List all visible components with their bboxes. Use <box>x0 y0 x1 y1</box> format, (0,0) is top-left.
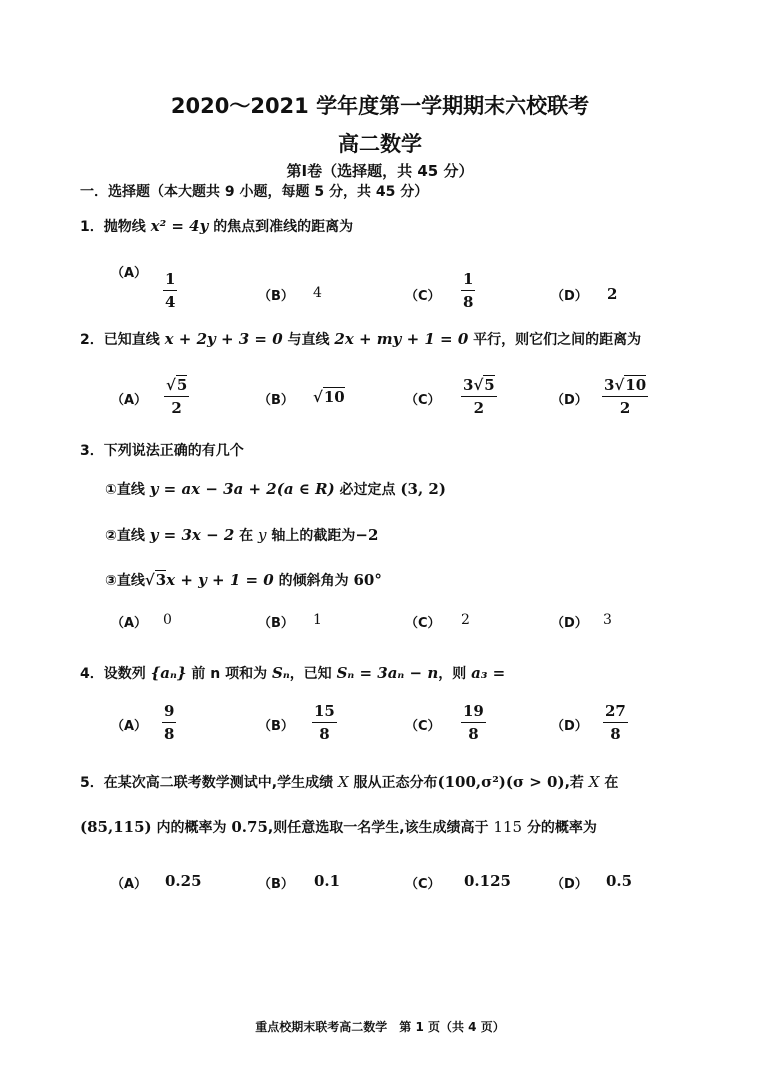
option-label-c[interactable]: （C） <box>405 616 441 631</box>
question-stem: ，则 <box>438 666 467 682</box>
option-label-d[interactable]: （D） <box>551 877 588 892</box>
math-expression: {aₙ} <box>150 664 187 682</box>
statement-text: ③直线 <box>105 573 145 589</box>
math-expression: 115 <box>493 818 523 836</box>
question-stem: 服从正态分布 <box>353 775 438 791</box>
question-stem: 抛物线 <box>103 219 146 235</box>
math-expression: 60° <box>353 571 382 589</box>
option-label-c[interactable]: （C） <box>405 877 441 892</box>
question-stem: 平行，则它们之间的距离为 <box>473 332 642 348</box>
question-stem: 内的概率为 <box>156 820 227 836</box>
question-stem: ，已知 <box>289 666 332 682</box>
statement-text: 的倾斜角为 <box>278 573 349 589</box>
statement-2 <box>105 525 378 545</box>
math-expression: x² = 4y <box>150 217 209 235</box>
option-label-a[interactable]: （A） <box>111 393 148 408</box>
option-a-value[interactable]: $\frac{1}{4}$ <box>165 270 176 311</box>
question-1 <box>80 216 353 236</box>
question-stem: 的焦点到准线的距离为 <box>213 219 354 235</box>
math-expression: X <box>337 773 349 791</box>
math-expression: x + 2y + 3 = 0 <box>164 330 283 348</box>
math-expression: x + y + 1 = 0 <box>166 571 274 589</box>
statement-1 <box>105 479 446 499</box>
page-footer: 重点校期末联考高二数学 第 1 页（共 4 页） <box>255 1020 505 1034</box>
option-label-b[interactable]: （B） <box>258 289 294 304</box>
question-number: 5． <box>80 775 104 791</box>
math-expression: Sₙ <box>271 664 290 682</box>
statement-text: 必过定点 <box>339 482 396 498</box>
math-expression: 2x + my + 1 = 0 <box>334 330 469 348</box>
option-a-value[interactable]: $\frac{√5}{2}$ <box>166 376 188 417</box>
statement-text: 在 <box>239 528 254 544</box>
statement-3: ③直线√3x + y + 1 = 0 的倾斜角为 60° <box>105 571 382 589</box>
option-label-d[interactable]: （D） <box>551 393 588 408</box>
statement-text: ②直线 <box>105 528 145 544</box>
section-heading: 一．选择题（本大题共 9 小题，每题 5 分，共 45 分） <box>80 184 429 200</box>
option-d-value[interactable]: 2 <box>607 285 618 303</box>
question-number: 3． <box>80 443 104 459</box>
option-b-value[interactable]: √10 <box>313 388 345 406</box>
exam-title: 2020～2021 学年度第一学期期末六校联考 <box>170 94 590 118</box>
question-stem: 与直线 <box>287 332 330 348</box>
question-5 <box>80 772 618 792</box>
option-label-a[interactable]: （A） <box>111 877 148 892</box>
question-4 <box>80 663 505 683</box>
option-label-a[interactable]: （A） <box>111 616 148 631</box>
question-stem: 设数列 <box>103 666 146 682</box>
option-label-c[interactable]: （C） <box>405 289 441 304</box>
question-stem: 在 <box>604 775 619 791</box>
subject-title: 高二数学 <box>338 132 422 156</box>
option-label-b[interactable]: （B） <box>258 393 294 408</box>
math-expression: a₃ = <box>471 664 506 682</box>
math-expression: y = ax − 3a + 2(a ∈ R) <box>149 480 335 498</box>
option-label-c[interactable]: （C） <box>405 719 441 734</box>
question-stem: 已知直线 <box>103 332 160 348</box>
option-a-value[interactable]: $\frac{9}{8}$ <box>164 702 175 743</box>
question-number: 2． <box>80 332 104 348</box>
option-label-a[interactable]: （A） <box>111 266 148 281</box>
option-label-c[interactable]: （C） <box>405 393 441 408</box>
question-number: 1． <box>80 219 104 235</box>
math-expression: (3, 2) <box>400 480 446 498</box>
option-label-b[interactable]: （B） <box>258 616 294 631</box>
question-3 <box>80 440 244 460</box>
volume-heading: 第Ⅰ卷（选择题，共 45 分） <box>286 162 474 180</box>
question-stem: 在某次高二联考数学测试中,学生成绩 <box>103 775 334 791</box>
option-b-value[interactable]: $\frac{15}{8}$ <box>314 702 335 743</box>
option-label-b[interactable]: （B） <box>258 877 294 892</box>
option-d-value[interactable]: 0.5 <box>606 872 633 890</box>
math-expression: X <box>588 773 600 791</box>
option-label-b[interactable]: （B） <box>258 719 294 734</box>
option-d-value[interactable]: $\frac{27}{8}$ <box>605 702 626 743</box>
math-expression: y = 3x − 2 <box>149 526 235 544</box>
math-expression: 3 <box>155 571 167 589</box>
option-label-d[interactable]: （D） <box>551 719 588 734</box>
math-expression: y <box>258 526 267 544</box>
option-label-a[interactable]: （A） <box>111 719 148 734</box>
question-5-continued <box>80 817 597 837</box>
option-label-d[interactable]: （D） <box>551 616 588 631</box>
question-stem: 前 n 项和为 <box>191 666 268 682</box>
option-c-value[interactable]: $\frac{3√5}{2}$ <box>463 376 495 417</box>
math-expression: −2 <box>355 526 379 544</box>
option-a-value[interactable]: 0.25 <box>165 872 202 890</box>
question-stem: 分的概率为 <box>526 820 597 836</box>
math-expression: (100,σ²)(σ > 0) <box>437 773 565 791</box>
math-expression: Sₙ = 3aₙ − n <box>336 664 439 682</box>
option-c-value[interactable]: $\frac{1}{8}$ <box>463 270 474 311</box>
option-c-value[interactable]: 2 <box>461 612 470 628</box>
math-expression: (85,115) <box>80 818 152 836</box>
option-b-value[interactable]: 4 <box>313 285 322 301</box>
question-2 <box>80 329 641 349</box>
math-expression: 0.75 <box>231 818 268 836</box>
statement-text: ①直线 <box>105 482 145 498</box>
option-c-value[interactable]: 0.125 <box>464 872 511 890</box>
question-stem: 下列说法正确的有几个 <box>103 443 244 459</box>
option-a-value[interactable]: 0 <box>163 612 172 628</box>
option-b-value[interactable]: 1 <box>313 612 322 628</box>
option-b-value[interactable]: 0.1 <box>314 872 341 890</box>
option-d-value[interactable]: $\frac{3√10}{2}$ <box>604 376 647 417</box>
option-d-value[interactable]: 3 <box>603 612 612 628</box>
option-c-value[interactable]: $\frac{19}{8}$ <box>463 702 484 743</box>
question-number: 4． <box>80 666 104 682</box>
option-label-d[interactable]: （D） <box>551 289 588 304</box>
question-stem: ,则任意选取一名学生,该生成绩高于 <box>267 820 489 836</box>
statement-text: 轴上的截距为 <box>271 528 356 544</box>
question-stem: ,若 <box>564 775 584 791</box>
